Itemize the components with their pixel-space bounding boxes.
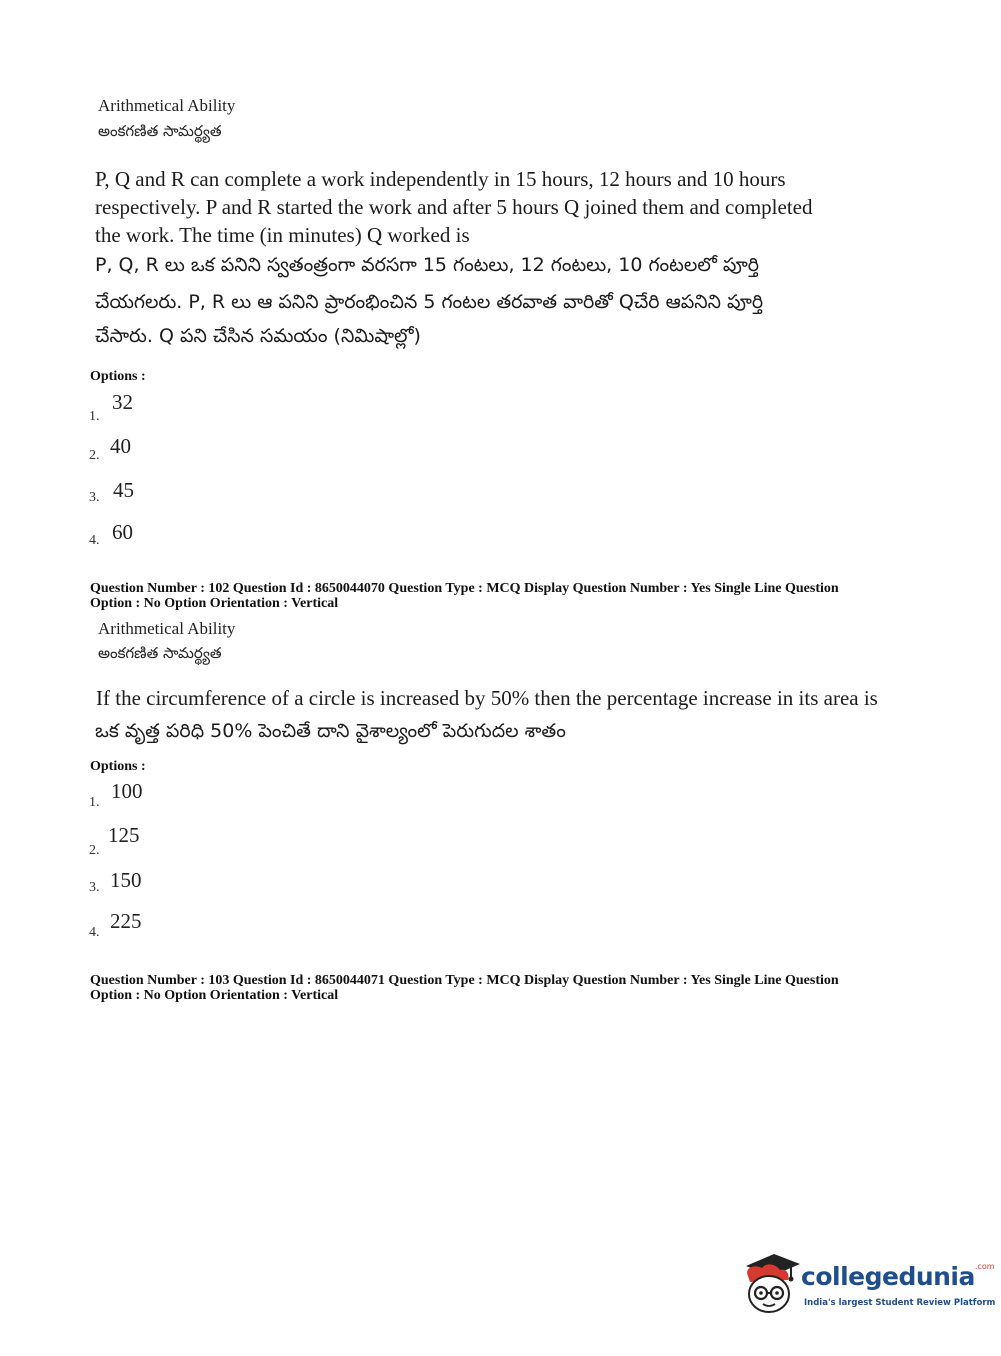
- option-value[interactable]: 40: [110, 434, 131, 458]
- meta-line: Question Number : 103 Question Id : 8650044071 Question Type : MCQ Display Question Number : Yes Single Line Question: [90, 973, 839, 988]
- question-meta: [90, 973, 839, 1003]
- option-value[interactable]: 32: [112, 390, 133, 414]
- logo-name: collegedunia: [801, 1262, 975, 1291]
- meta-line: Question Number : 102 Question Id : 8650044070 Question Type : MCQ Display Question Number : Yes Single Line Question: [90, 581, 839, 596]
- option-number: 3.: [89, 880, 100, 895]
- subject-title-en: Arithmetical Ability: [98, 619, 236, 638]
- collegedunia-logo[interactable]: [740, 1248, 996, 1320]
- option-value[interactable]: 150: [110, 868, 142, 892]
- question-text-te: చేసారు. Q పని చేసిన సమయం (నిమిషాల్లో): [95, 325, 421, 347]
- logo-suffix: .com: [974, 1262, 995, 1271]
- question-text-te: P, Q, R లు ఒక పనిని స్వతంత్రంగా వరసగా 15 గంటలు, 12 గంటలు, 10 గంటలలో పూర్తి: [95, 254, 760, 276]
- subject-title-en: Arithmetical Ability: [98, 96, 236, 115]
- mascot-icon: [740, 1248, 800, 1316]
- option-number: 2.: [89, 843, 100, 858]
- option-number: 4.: [89, 533, 100, 548]
- option-number: 3.: [89, 490, 100, 505]
- options-label: Options :: [90, 369, 146, 384]
- question-line: P, Q and R can complete a work independently in 15 hours, 12 hours and 10 hours: [95, 167, 786, 191]
- question-meta: [90, 581, 839, 611]
- option-number: 2.: [89, 448, 100, 463]
- logo-tagline: India's largest Student Review Platform: [804, 1298, 996, 1308]
- option-value[interactable]: 60: [112, 520, 133, 544]
- subject-title-te: అంకగణిత సామర్థ్యత: [98, 644, 222, 662]
- option-value[interactable]: 125: [108, 823, 140, 847]
- option-number: 1.: [89, 409, 100, 424]
- option-value[interactable]: 225: [110, 909, 142, 933]
- meta-line: Option : No Option Orientation : Vertical: [90, 596, 339, 611]
- option-value[interactable]: 45: [113, 478, 134, 502]
- options-label: Options :: [90, 759, 146, 774]
- subject-title-te: అంకగణిత సామర్థ్యత: [98, 122, 222, 140]
- question-text-en: If the circumference of a circle is increased by 50% then the percentage increase in its area is: [96, 686, 878, 710]
- option-number: 4.: [89, 925, 100, 940]
- question-line: respectively. P and R started the work and after 5 hours Q joined them and completed: [95, 195, 813, 219]
- option-value[interactable]: 100: [111, 779, 143, 803]
- question-line: the work. The time (in minutes) Q worked is: [95, 223, 470, 247]
- question-text-te: ఒక వృత్త పరిధి 50% పెంచితే దాని వైశాల్యంలో పెరుగుదల శాతం: [95, 720, 566, 742]
- question-text-te: చేయగలరు. P, R లు ఆ పనిని ప్రారంభించిన 5 గంటల తరవాత వారితో Qచేరి ఆపనిని పూర్తి: [95, 291, 764, 313]
- option-number: 1.: [89, 795, 100, 810]
- question-text-en: [95, 165, 895, 249]
- meta-line: Option : No Option Orientation : Vertical: [90, 988, 339, 1003]
